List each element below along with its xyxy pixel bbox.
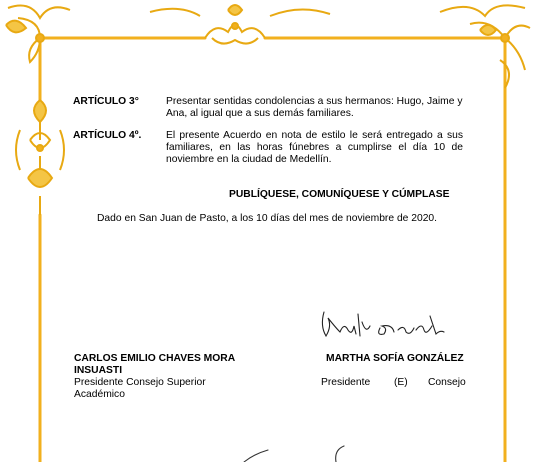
article-4-label: ARTÍCULO 4º. [73,130,142,141]
signatory-2-role-word-1: Presidente [321,377,371,388]
signatory-1-name-line-1: CARLOS EMILIO CHAVES MORA [74,353,236,364]
article-4-line-2: familiares, en las horas fúnebres a cumplirse el día 10 de [166,142,463,153]
article-3-line-1: Presentar sentidas condolencias a sus hermanos: Hugo, Jaime y [166,96,463,107]
signatory-1-name-line-2: INSUASTI [74,365,123,376]
article-4-line-3: noviembre en la ciudad de Medellín. [166,154,332,165]
signatory-1-role-line-1: Presidente Consejo Superior [74,377,206,388]
corner-ornament-top-left [6,6,70,62]
article-4-line-1: El presente Acuerdo en nota de estilo le será entregado a sus [166,130,463,141]
signatory-2-role-word-2: (E) [394,377,408,388]
signatory-2-role-word-3: Consejo [428,377,466,388]
signature-bottom-partial [240,440,360,462]
left-side-ornament [16,100,64,215]
proclamation: PUBLÍQUESE, COMUNÍQUESE Y CÚMPLASE [229,189,450,200]
dated-line: Dado en San Juan de Pasto, a los 10 días del mes de noviembre de 2020. [97,213,438,224]
signatory-1-role-line-2: Académico [74,389,125,400]
article-3-label: ARTÍCULO 3° [73,96,139,107]
signatory-2-name: MARTHA SOFÍA GONZÁLEZ [326,353,464,364]
article-3-line-2: Ana, al igual que a sus demás familiares. [166,108,354,119]
corner-ornament-top-right [440,5,530,88]
signature-right [318,308,448,342]
